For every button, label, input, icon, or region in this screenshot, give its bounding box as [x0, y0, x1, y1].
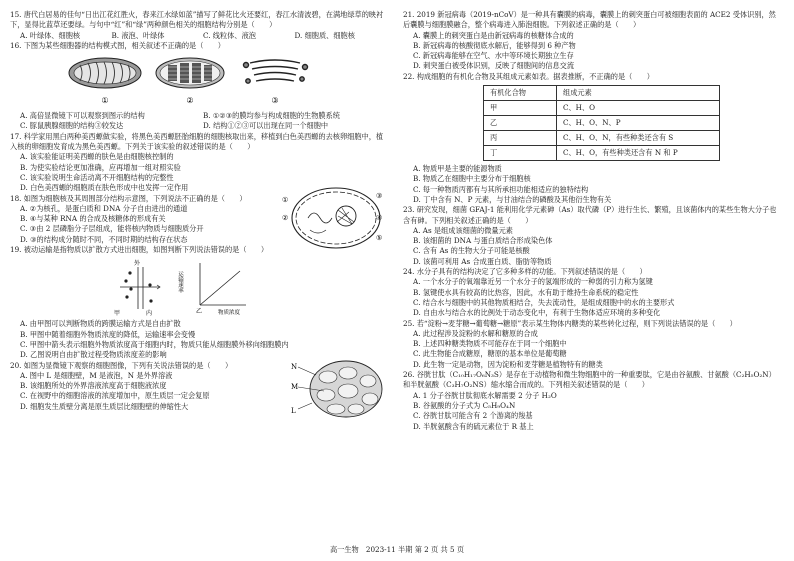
q18-block — [10, 191, 386, 245]
table-row — [484, 131, 720, 146]
q24-option-d: D. 自由水与结合水的比例处于动态变化中，有利于生物体适应环境的多种变化 — [413, 308, 661, 318]
q17-option-b: B. 为使实验结论更加准确，应再增加一组对照实验 — [20, 162, 181, 172]
q15-option-c: C. 线粒体、液泡 — [203, 30, 256, 40]
q20-option-b: B. 该细胞所处的外界溶液浓度高于细胞液浓度 — [20, 381, 167, 391]
nucleus-diagram — [280, 180, 386, 252]
y-axis-label: 运输速率 — [177, 271, 183, 294]
table-row — [484, 116, 720, 131]
table-cell: 乙 — [484, 116, 557, 131]
q22-option-d: D. 丁中含有 N、P 元素，与甘油结合的磷酸及其他衍生物有关 — [413, 194, 612, 204]
q16-options-row2 — [20, 121, 386, 131]
plasmolysis-diagram — [290, 357, 386, 421]
rate-graph — [177, 263, 246, 316]
q16-option-d: D. 结构①②③可以出现在同一个细胞中 — [203, 121, 329, 131]
figure-label-3: ③ — [271, 96, 279, 106]
q22-option-b: B. 物质乙在细胞中主要分布于细胞核 — [413, 174, 531, 184]
q23-option-a: A. As 是组成该细菌的微量元素 — [413, 225, 513, 235]
q19-option-b: B. 甲图中随着细胞外物质浓度的降低，运输速率会变慢 — [20, 329, 196, 339]
q22-option-a: A. 物质甲是主要的能源物质 — [413, 164, 502, 174]
inside-label: 内 — [146, 310, 153, 318]
q18-option-a: A. ②为核孔，是蛋白质和 DNA 分子自由进出的通道 — [20, 203, 188, 213]
q26-option-a: A. 1 分子谷胱甘肽彻底水解需要 2 分子 H₂O — [413, 390, 557, 400]
q23-stem: 23. 研究发现，细菌 GFAJ-1 能利用化学元素砷（As）取代磷（P）进行生长、繁殖，且该菌体内的某些生物大分子也含有砷。下列相关叙述正确的是（ ） — [403, 205, 777, 225]
table-cell: C、H、O — [557, 101, 720, 116]
table-cell: 丙 — [484, 131, 557, 146]
label-n: N — [291, 362, 298, 371]
q25-option-b: B. 上述四种糖类物质不可能存在于同一个细胞中 — [413, 339, 567, 349]
q21-stem: 21. 2019 新冠病毒（2019-nCoV）是一种具有囊膜的病毒，囊膜上的刺突蛋白可被细胞表面的 ACE2 受体识别，然后囊膜与细胞膜融合，整个病毒进入肺泡细胞。下列叙述正确的是（ ） — [403, 10, 776, 30]
q26-option-c: C. 谷胱甘肽可能含有 2 个游离的羧基 — [413, 411, 533, 421]
table-row — [484, 146, 720, 161]
q16-stem: 16. 下图为某些细胞器的结构模式图，相关叙述不正确的是（ ） — [10, 40, 225, 50]
q16-option-b: B. ①②③的膜均参与构成细胞的生物膜系统 — [203, 111, 340, 121]
q22-option-c: C. 每一种物质丙都有与其所承担功能相适应的独特结构 — [413, 184, 589, 194]
q26-option-d: D. 半胱氨酸含有的硫元素位于 R 基上 — [413, 421, 534, 431]
chloroplast-shape — [156, 58, 224, 88]
nucleus-label-5: ⑤ — [376, 233, 383, 242]
diffusion-graphs — [10, 257, 386, 317]
q21-option-d: D. 刺突蛋白被受体识别，反映了细胞间的信息交流 — [413, 61, 575, 71]
q21-option-b: B. 新冠病毒的核酸彻底水解后，能够得到 6 种产物 — [413, 40, 576, 50]
graph-yi-label: 乙 — [196, 308, 203, 316]
q15-options — [20, 31, 386, 41]
q16-option-a: A. 高倍显微镜下可以观察到图示的结构 — [20, 111, 145, 121]
q24-stem: 24. 水分子具有的结构决定了它多种多样的功能。下列叙述错误的是（ ） — [403, 267, 647, 277]
left-column — [10, 10, 386, 415]
q23-option-c: C. 含有 As 的生物大分子可能是核酸 — [413, 246, 530, 256]
membrane-diagram — [114, 259, 160, 317]
q26-stem: 26. 谷胱甘肽（C₁₀H₁₇O₆N₃S）是存在于动植物和微生物细胞中的一种重要肽，它是由谷氨酸、甘氨酸（C₂H₅O₂N）和半胱氨酸（C₃H₇O₂NS）缩水缩合而成的。下列相关叙述错误的是（ ） — [403, 370, 776, 390]
figure-label-2: ② — [186, 96, 194, 106]
table-row — [484, 101, 720, 116]
q19-stem: 19. 被动运输是指物质以扩散方式进出细胞，如图判断下列说法错误的是（ ） — [10, 245, 269, 255]
table-header-compound: 有机化合物 — [484, 86, 557, 101]
nucleus-label-4: ④ — [376, 213, 383, 222]
q17-option-a: A. 该实验能证明美西螈的肤色是由细胞核控制的 — [20, 152, 174, 162]
q20-block — [10, 360, 386, 415]
table-header-row — [484, 86, 720, 101]
table-cell: C、H、O，有些种类还含有 N 和 P — [557, 146, 720, 161]
q24-option-b: B. 氢键使水具有较高的比热容，因此，水有助于维持生命系统的稳定性 — [413, 287, 639, 297]
table-cell: C、H、O、N、P — [557, 116, 720, 131]
q18-option-c: C. ③由 2 层磷脂分子层组成，能将核内物质与细胞质分开 — [20, 224, 204, 234]
q24-option-a: A. 一个水分子的氧端靠近另一个水分子的氢端形成的一种弱的引力称为氢键 — [413, 277, 653, 287]
q18-option-d: D. ③的结构成分随时不同，不同时期的结构存在状态 — [20, 234, 188, 244]
table-cell: C、H、O、N，有些种类还含有 S — [557, 131, 720, 146]
q17-stem: 17. 科学家用黑白两种美西螈做实验，将黑色美西螈胚胎细胞的细胞核取出来，移植到白色美西螈的去核卵细胞中，植入核的卵细胞发育成为黑色美西螈。下列关于该实验的叙述错误的是（ ） — [10, 131, 384, 152]
q23-option-b: B. 该细菌的 DNA 与蛋白质结合形成染色体 — [413, 236, 553, 246]
composition-table — [483, 85, 720, 161]
x-axis-label: 物质浓度 — [218, 310, 241, 317]
q20-option-a: A. 图中 L 是细胞壁，M 是液泡，N 是外界溶液 — [20, 370, 173, 380]
q17-option-c: C. 该实验说明生命活动离不开细胞结构的完整性 — [20, 172, 174, 182]
figure-label-1: ① — [101, 96, 109, 106]
q21-option-c: C. 新冠病毒能够在空气、水中等环境长期独立生存 — [413, 51, 574, 61]
q16-organelle-figure — [10, 53, 386, 109]
q20-option-c: C. 在视野中的细胞溶液的浓度增加中，原生质层一定会复原 — [20, 391, 210, 401]
label-l: L — [291, 406, 296, 415]
q25-stem: 25. 若“淀粉→麦芽糖→葡萄糖→糖原”表示某生物体内糖类的某些转化过程，则下列说法错误的是（ ） — [403, 318, 737, 328]
q18-option-b: B. ④与某种 RNA 的合成及核糖体的形成有关 — [20, 214, 166, 224]
q20-option-d: D. 细胞发生质壁分离是原生质层比细胞壁的伸缩性大 — [20, 401, 189, 411]
table-cell: 甲 — [484, 101, 557, 116]
q23-option-d: D. 该菌可利用 As 合成蛋白质、脂肪等物质 — [413, 256, 552, 266]
right-column — [403, 10, 779, 432]
nucleus-label-3: ③ — [376, 191, 383, 200]
outside-label: 外 — [134, 260, 141, 268]
mitochondrion-shape — [69, 58, 141, 88]
q20-stem: 20. 如图为显微镜下观察的细胞图像，下列有关说法错误的是（ ） — [10, 360, 233, 370]
table-cell: 丁 — [484, 146, 557, 161]
q15-stem: 15. 唐代白居易的佳句“日出江花红胜火，春来江水绿如蓝”描写了鲜花比火还要红，春江水清波碧，在满地绿草的映衬下，显得比蓝草还要绿。与句中“红”和“绿”两种颜色相关的细胞结构分别是（ ） — [10, 10, 384, 30]
q15-option-b: B. 液泡、叶绿体 — [111, 30, 165, 40]
graph-jia-label: 甲 — [114, 310, 121, 318]
q19-option-c: C. 甲图中箭头表示细胞外物质浓度高于细胞内时，物质只能从细胞膜外移向细胞膜内 — [20, 339, 289, 349]
label-m: M — [291, 382, 299, 391]
q26-option-b: B. 谷氨酸的分子式为 C₅H₉O₄N — [413, 400, 516, 410]
q19-option-d: D. 乙图说明自由扩散过程受物质浓度差的影响 — [20, 350, 167, 360]
q16-option-c: C. 豚鼠胰腺细胞的结构③较发达 — [20, 121, 124, 131]
q25-option-d: D. 此生物一定是动物，因为淀粉和麦芽糖是植物特有的糖类 — [413, 359, 603, 369]
q25-option-a: A. 此过程涉及淀粉的水解和糖原的合成 — [413, 328, 538, 338]
q19-figure — [10, 257, 386, 317]
q15-option-a: A. 叶绿体、细胞核 — [20, 30, 81, 40]
q19-option-a: A. 由甲图可以判断物质的跨膜运输方式是自由扩散 — [20, 319, 181, 329]
q24-option-c: C. 结合水与细胞中的其他物质相结合，失去流动性，是组成细胞中的水的主要形式 — [413, 297, 675, 307]
organelle-diagram — [10, 53, 386, 109]
q17-option-d: D. 白色美西螈的细胞质在肤色形成中也发挥一定作用 — [20, 183, 189, 193]
table-header-elements: 组成元素 — [557, 86, 720, 101]
page-footer: 高一生物 2023-11 半期 第 2 页 共 5 页 — [329, 545, 465, 554]
q25-option-c: C. 此生物能合成糖原，糖原的基本单位是葡萄糖 — [413, 349, 567, 359]
q18-stem: 18. 如图为细胞核及其周围部分结构示意图，下列说法不正确的是（ ） — [10, 193, 247, 203]
nucleus-label-1: ① — [282, 195, 289, 204]
nucleus-label-2: ② — [282, 213, 289, 222]
golgi-shape — [244, 60, 308, 83]
q22-stem: 22. 构成细胞的有机化合物及其组成元素如表。据表推断，不正确的是（ ） — [403, 71, 654, 81]
q21-option-a: A. 囊膜上的刺突蛋白是由新冠病毒的核糖体合成的 — [413, 30, 574, 40]
q16-options-row1 — [20, 111, 386, 121]
q15-option-d: D. 细胞质、细胞核 — [294, 30, 355, 40]
